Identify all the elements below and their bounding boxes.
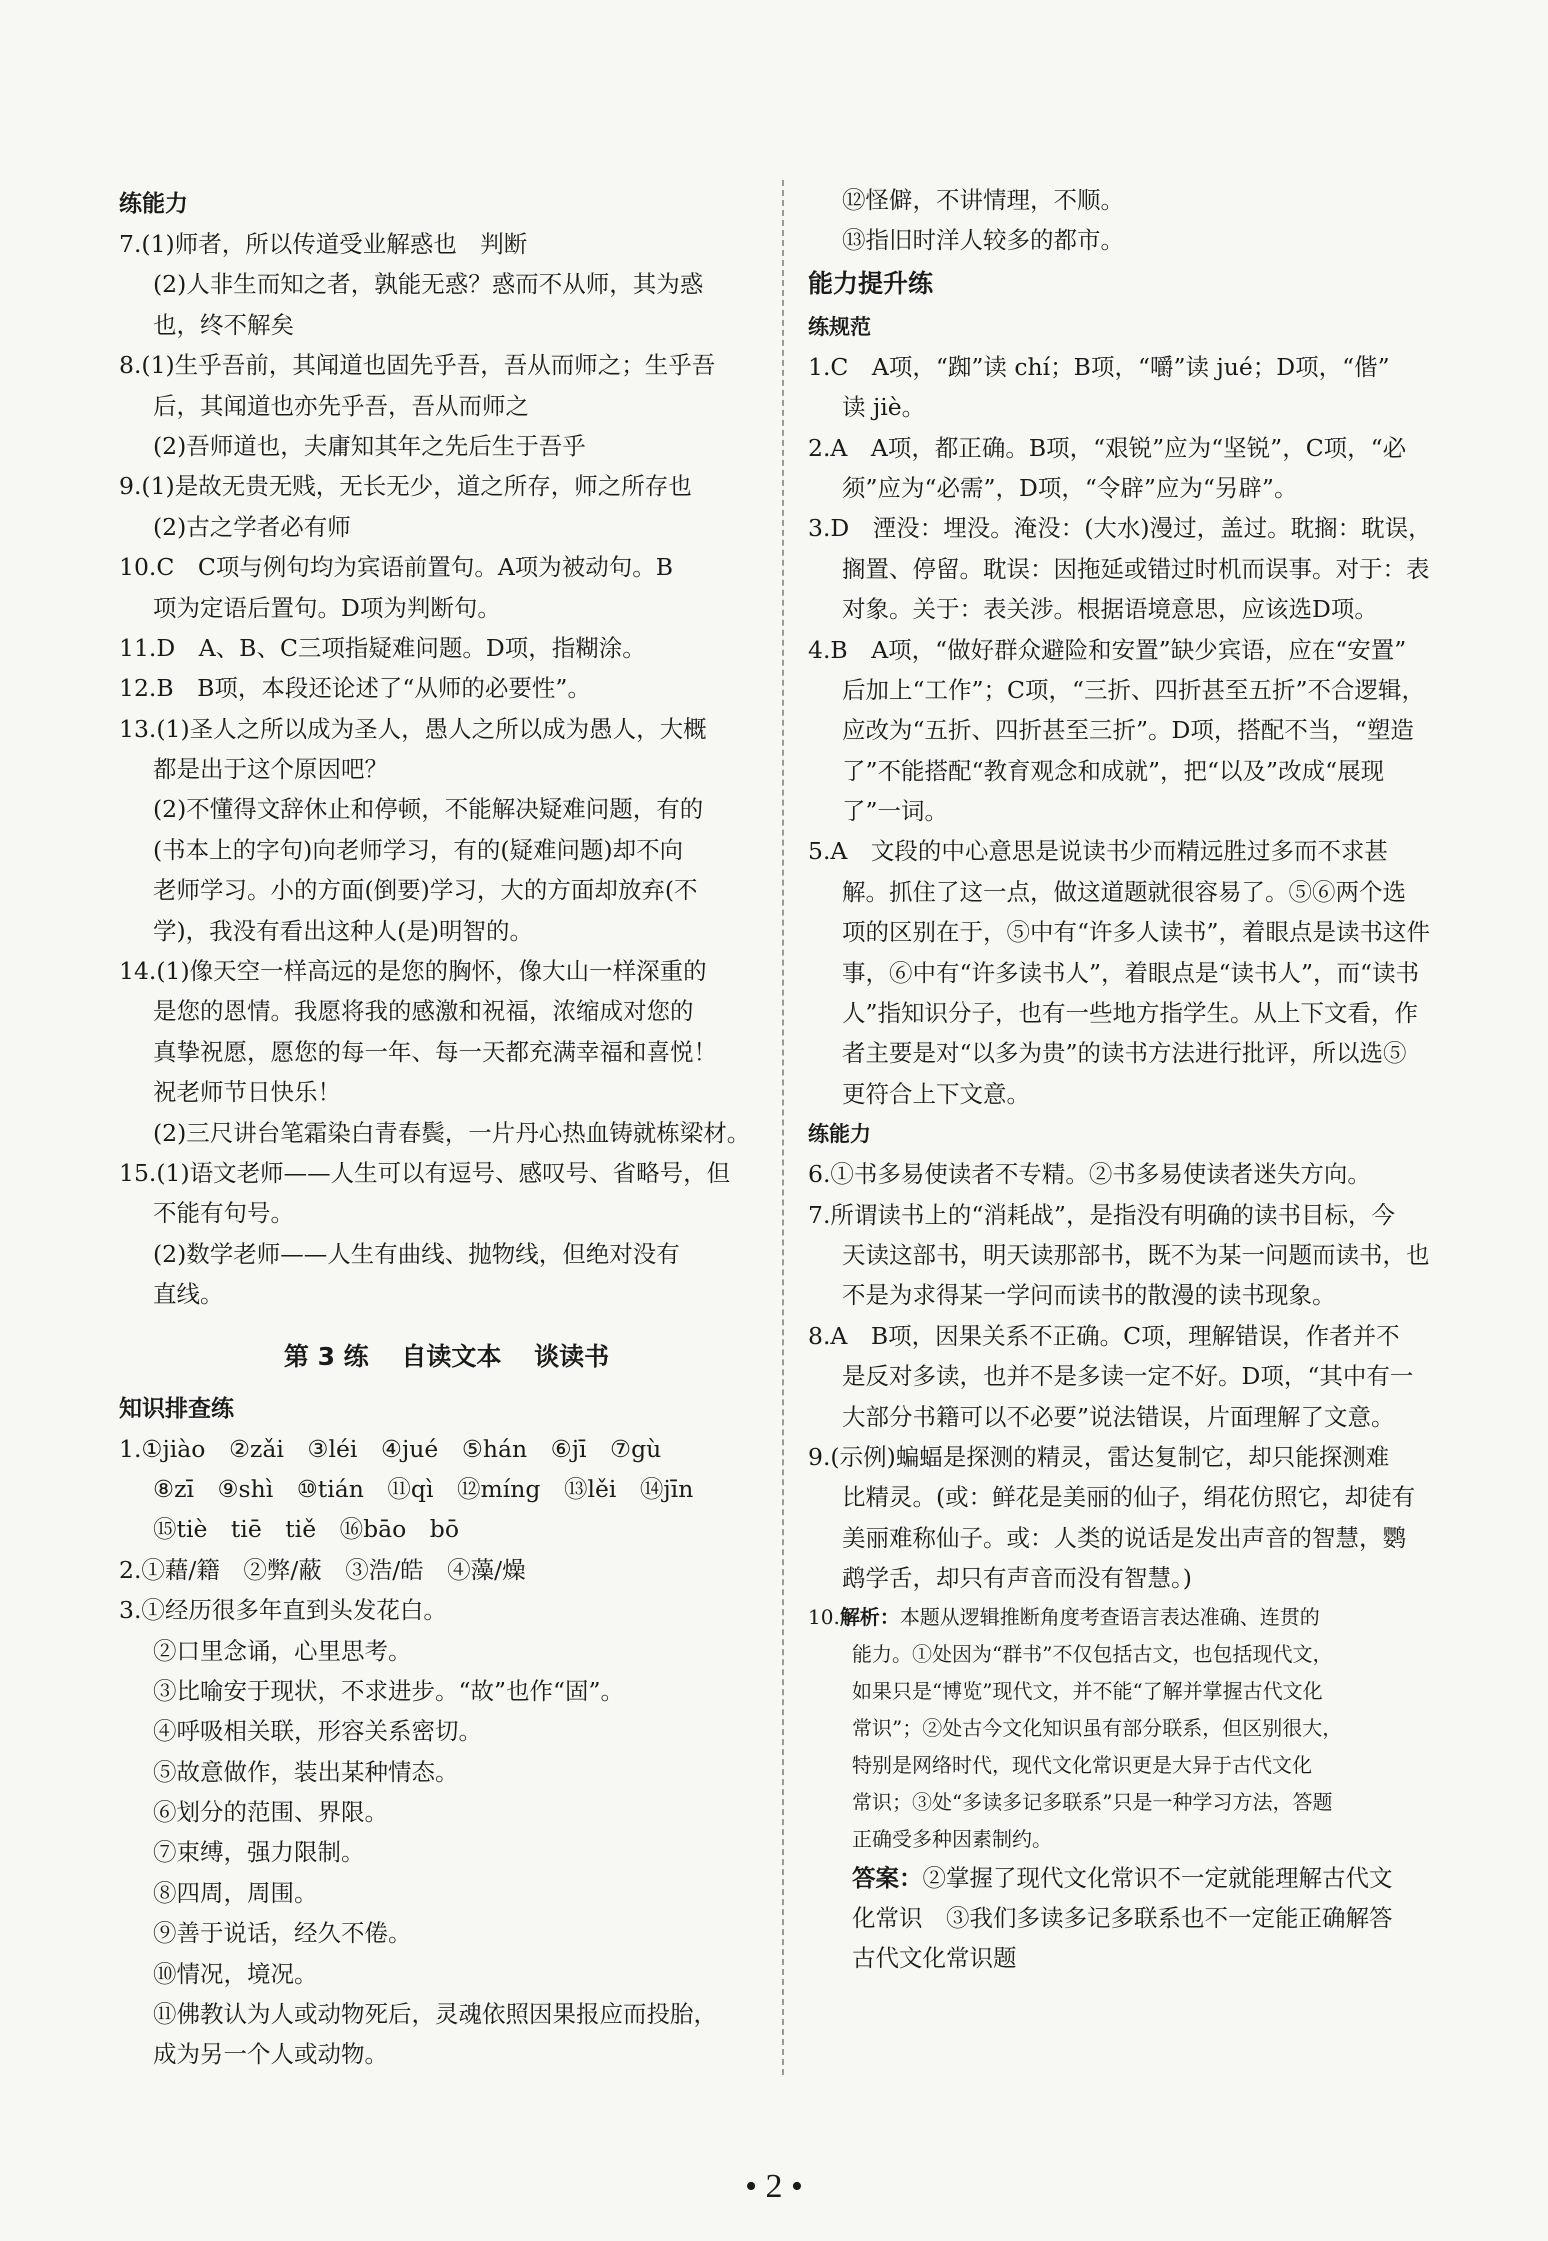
answer-line: ⑨善于说话，经久不倦。 xyxy=(153,1919,412,1948)
section-name-a: 自读文本 xyxy=(401,1341,502,1371)
q10-jiexi-line: 能力。①处因为“群书”不仅包括古文，也包括现代文， xyxy=(852,1641,1333,1666)
q10-jiexi-line: 常识”；②处古今文化知识虽有部分联系，但区别很大， xyxy=(852,1715,1343,1740)
q10-jiexi-label: 解析： xyxy=(839,1604,900,1629)
answer-line: 4.B A项，“做好群众避险和安置”缺少宾语，应在“安置” xyxy=(808,635,1407,664)
q10-jiexi-line: 常识；③处“多读多记多联系”只是一种学习方法，答题 xyxy=(852,1789,1333,1814)
answer-line: 应改为“五折、四折甚至三折”。D项，搭配不当，“塑造 xyxy=(842,716,1414,745)
answer-line: 后加上“工作”；C项，“三折、四折甚至五折”不合逻辑， xyxy=(842,675,1426,704)
q10-answer-line: 化常识 ③我们多读多记多联系也不一定能正确解答 xyxy=(852,1903,1393,1932)
q10-number: 10. xyxy=(808,1604,840,1629)
answer-line: 都是出于这个原因吧？ xyxy=(153,755,388,784)
answer-line: 不是为求得某一学问而读书的散漫的读书现象。 xyxy=(842,1281,1336,1310)
answer-line: 是反对多读，也并不是多读一定不好。D项，“其中有一 xyxy=(842,1362,1414,1391)
answer-line: 9.(示例)蝙蝠是探测的精灵，雷达复制它，却只能探测难 xyxy=(808,1442,1390,1471)
answer-line: 13.(1)圣人之所以成为圣人，愚人之所以成为愚人，大概 xyxy=(119,714,707,743)
answer-line: 后，其闻道也亦先乎吾，吾从而师之 xyxy=(153,391,529,420)
answer-line: 了”一词。 xyxy=(842,797,949,826)
answer-line: ②口里念诵，心里思考。 xyxy=(153,1636,412,1665)
answer-line: 不能有句号。 xyxy=(153,1199,294,1228)
answer-line: 老师学习。小的方面(倒要)学习，大的方面却放弃(不 xyxy=(153,876,698,905)
answer-line: 15.(1)语文老师——人生可以有逗号、感叹号、省略号，但 xyxy=(119,1158,731,1187)
answer-line: (书本上的字句)向老师学习，有的(疑难问题)却不向 xyxy=(153,835,684,864)
answer-line: 事，⑥中有“许多读书人”，着眼点是“读书人”，而“读书 xyxy=(842,958,1420,987)
answer-line: 真挚祝愿，愿您的每一年、每一天都充满幸福和喜悦！ xyxy=(153,1037,717,1066)
answer-line: ⑩情况，境况。 xyxy=(153,1959,318,1988)
answer-line: 2.A A项，都正确。B项，“艰锐”应为“坚锐”，C项，“必 xyxy=(808,433,1407,462)
page-number: • 2 • xyxy=(745,2168,803,2205)
answer-line: (2)数学老师——人生有曲线、抛物线，但绝对没有 xyxy=(153,1239,680,1268)
section-name-b: 谈读书 xyxy=(534,1341,610,1371)
right-continuation-block xyxy=(808,180,1468,261)
section-heading-zhishi-paichalian: 知识排查练 xyxy=(119,1395,234,1422)
answer-line: (2)三尺讲台笔霜染白青春鬓，一片丹心热血铸就栋梁材。 xyxy=(153,1118,751,1147)
answer-line: (2)吾师道也，夫庸知其年之先后生于吾乎 xyxy=(153,431,586,460)
answer-line: 更符合上下文意。 xyxy=(842,1079,1030,1108)
answer-line: 须”应为“必需”，D项，“令辟”应为“另辟”。 xyxy=(842,473,1298,502)
q10-answer-line: 古代文化常识题 xyxy=(852,1944,1017,1973)
answer-line: 搁置、停留。耽误：因拖延或错过时机而误事。对于：表 xyxy=(842,554,1430,583)
section-heading-nengli-tisheng: 能力提升练 xyxy=(808,268,934,298)
right-nengli-block xyxy=(808,1154,1468,1598)
left-column xyxy=(119,184,774,2075)
answer-line: 14.(1)像天空一样高远的是您的胸怀，像大山一样深重的 xyxy=(119,957,707,986)
answer-line: 鹉学舌，却只有声音而没有智慧。) xyxy=(842,1564,1192,1593)
answer-line: 8.A B项，因果关系不正确。C项，理解错误，作者并不 xyxy=(808,1321,1400,1350)
section-number: 第 3 练 xyxy=(283,1341,369,1371)
column-divider xyxy=(782,180,784,2075)
section-title xyxy=(119,1333,774,1381)
answer-line: 3.D 湮没：埋没。淹没：(大水)漫过，盖过。耽搁：耽误， xyxy=(808,514,1432,543)
answer-line: 项为定语后置句。D项为判断句。 xyxy=(153,593,501,622)
q10-answer-label: 答案： xyxy=(852,1863,923,1892)
answer-line: 12.B B项，本段还论述了“从师的必要性”。 xyxy=(119,674,591,703)
answer-line: 也，终不解矣 xyxy=(153,310,294,339)
answer-line: 学)，我没有看出这种人(是)明智的。 xyxy=(153,916,534,945)
answer-line: 7.所谓读书上的“消耗战”，是指没有明确的读书目标，今 xyxy=(808,1200,1395,1229)
answer-line: 1.C A项，“踟”读 chí；B项，“嚼”读 jué；D项，“偕” xyxy=(808,352,1390,381)
right-column xyxy=(808,180,1468,1979)
answer-line: (2)不懂得文辞休止和停顿，不能解决疑难问题，有的 xyxy=(153,795,704,824)
answer-line: ④呼吸相关联，形容关系密切。 xyxy=(153,1717,482,1746)
answer-line: ⑧zī ⑨shì ⑩tián ⑪qì ⑫míng ⑬lěi ⑭jīn xyxy=(153,1474,694,1503)
answer-line: 比精灵。(或：鲜花是美丽的仙子，绢花仿照它，却徒有 xyxy=(842,1483,1416,1512)
q10-first-line xyxy=(808,1599,1468,1636)
section-heading-lian-nengli-2: 练能力 xyxy=(808,1122,871,1147)
answer-line: ⑬指旧时洋人较多的都市。 xyxy=(842,226,1124,255)
answer-line: 5.A 文段的中心意思是说读书少而精远胜过多而不求甚 xyxy=(808,837,1388,866)
answer-line: 美丽难称仙子。或：人类的说话是发出声音的智慧，鹦 xyxy=(842,1523,1406,1552)
answer-line: 成为另一个人或动物。 xyxy=(153,2040,388,2069)
answer-line: 对象。关于：表关涉。根据语境意思，应该选D项。 xyxy=(842,595,1378,624)
answer-line: 者主要是对“以多为贵”的读书方法进行批评，所以选⑤ xyxy=(842,1039,1407,1068)
answer-line: 6.①书多易使读者不专精。②书多易使读者迷失方向。 xyxy=(808,1160,1371,1189)
answer-line: 直线。 xyxy=(153,1280,224,1309)
left-knowledge-block xyxy=(119,1429,774,2075)
q10-jiexi-line: 正确受多种因素制约。 xyxy=(852,1826,1052,1851)
answer-line: 项的区别在于，⑤中有“许多人读书”，着眼点是读书这件 xyxy=(842,918,1431,947)
q10-jiexi-line: 特别是网络时代，现代文化常识更是大异于古代文化 xyxy=(852,1752,1312,1777)
answer-line: ⑧四周，周围。 xyxy=(153,1878,318,1907)
answer-line: (2)古之学者必有师 xyxy=(153,512,351,541)
section-heading-lian-guifan: 练规范 xyxy=(808,314,871,339)
answer-line: ⑥划分的范围、界限。 xyxy=(153,1798,388,1827)
section-heading-lian-nengli: 练能力 xyxy=(119,191,188,217)
answer-line: ⑤故意做作，装出某种情态。 xyxy=(153,1757,459,1786)
answer-line: (2)人非生而知之者，孰能无惑？惑而不从师，其为惑 xyxy=(153,270,704,299)
answer-line: 大部分书籍可以不必要”说法错误，片面理解了文意。 xyxy=(842,1402,1395,1431)
answer-line: ⑪佛教认为人或动物死后，灵魂依照因果报应而投胎， xyxy=(153,2000,717,2029)
answer-line: ③比喻安于现状，不求进步。“故”也作“固”。 xyxy=(153,1676,625,1705)
answer-line: 1.①jiào ②zǎi ③léi ④jué ⑤hán ⑥jī ⑦gù xyxy=(119,1434,662,1463)
answer-line: 10.C C项与例句均为宾语前置句。A项为被动句。B xyxy=(119,553,674,582)
answer-line: ⑫怪僻，不讲情理，不顺。 xyxy=(842,186,1124,214)
answer-line: ⑮tiè tiē tiě ⑯bāo bō xyxy=(153,1515,459,1544)
answer-line: 天读这部书，明天读那部书，既不为某一问题而读书，也 xyxy=(842,1240,1430,1269)
answer-line: 人”指知识分子，也有一些地方指学生。从上下文看，作 xyxy=(842,999,1419,1028)
answer-line: 3.①经历很多年直到头发花白。 xyxy=(119,1596,447,1625)
answer-line: 是您的恩情。我愿将我的感激和祝福，浓缩成对您的 xyxy=(153,997,694,1026)
right-guifan-block xyxy=(808,347,1468,1114)
q10-jiexi-line: 本题从逻辑推断角度考查语言表达准确、连贯的 xyxy=(899,1604,1320,1629)
answer-line: 祝老师节日快乐！ xyxy=(153,1078,341,1107)
answer-line: 了”不能搭配“教育观念和成就”，把“以及”改成“展现 xyxy=(842,756,1385,785)
answer-line: 9.(1)是故无贵无贱，无长无少，道之所存，师之所存也 xyxy=(119,472,692,501)
answer-line: ⑦束缚，强力限制。 xyxy=(153,1838,365,1867)
answer-line: 解。抓住了这一点，做这道题就很容易了。⑤⑥两个选 xyxy=(842,877,1406,906)
answer-line: 8.(1)生乎吾前，其闻道也固先乎吾，吾从而师之；生乎吾 xyxy=(119,351,716,380)
answer-line: 读 jiè。 xyxy=(842,393,926,422)
left-answers-block xyxy=(119,224,774,1315)
q10-answer-first-line xyxy=(808,1858,1468,1898)
q10-answer-line: ②掌握了现代文化常识不一定就能理解古代文 xyxy=(922,1863,1393,1892)
answer-line: 7.(1)师者，所以传道受业解惑也 判断 xyxy=(119,230,528,258)
answer-line: 11.D A、B、C三项指疑难问题。D项，指糊涂。 xyxy=(119,633,646,662)
answer-line: 2.①藉/籍 ②弊/蔽 ③浩/皓 ④藻/燥 xyxy=(119,1555,526,1584)
q10-jiexi-line: 如果只是“博览”现代文，并不能“了解并掌握古代文化 xyxy=(852,1678,1323,1703)
